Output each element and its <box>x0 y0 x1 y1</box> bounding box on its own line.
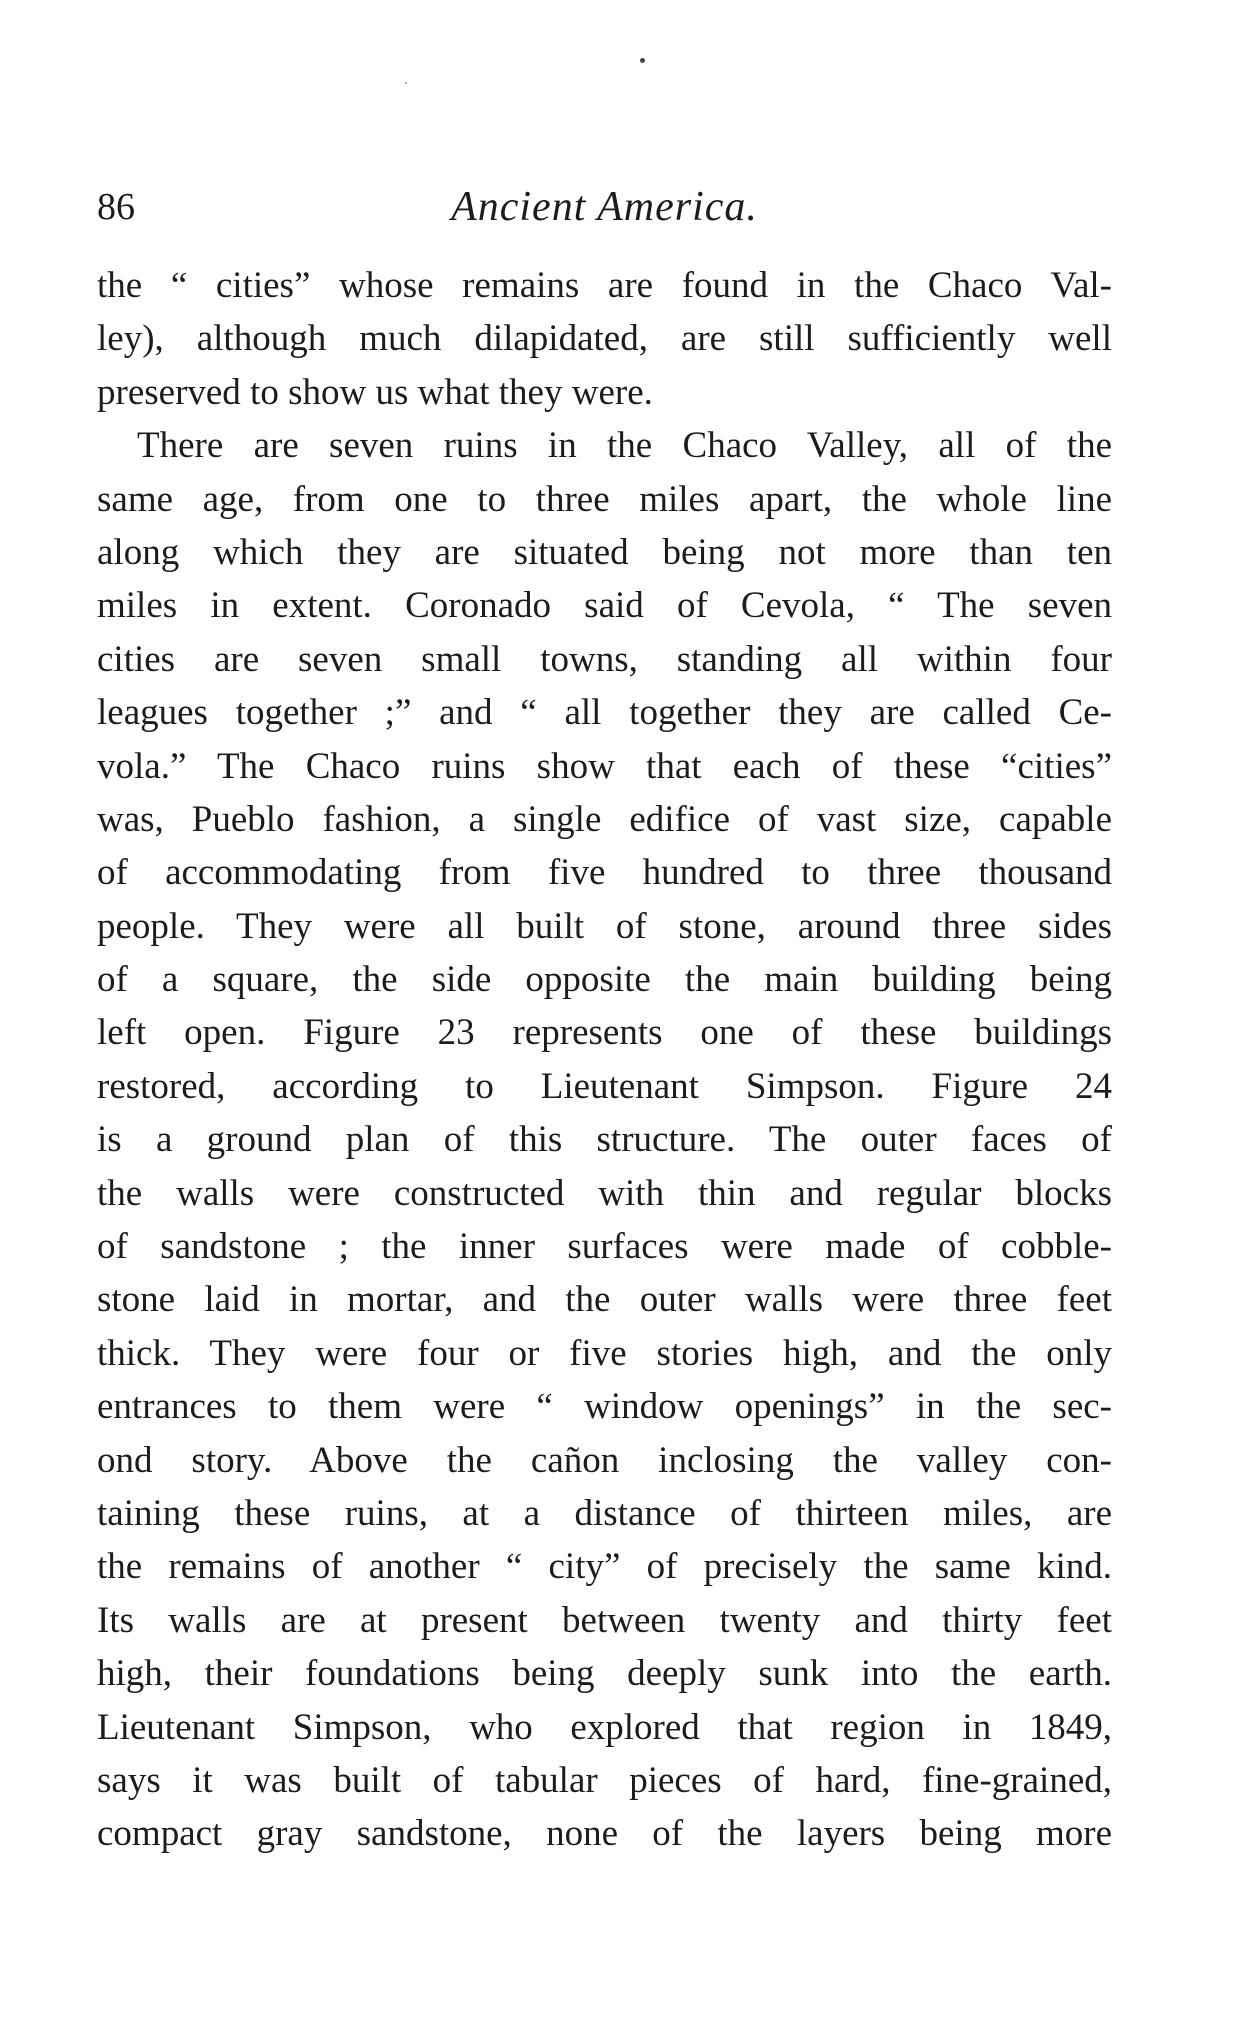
text-line: of accommodating from five hundred to three thousand <box>97 852 1112 894</box>
text-line: of sandstone ; the inner surfaces were made of cobble- <box>97 1226 1112 1268</box>
text-line: the remains of another “ city” of precisely the same kind. <box>97 1546 1112 1588</box>
text-line: Lieutenant Simpson, who explored that region in 1849, <box>97 1706 1112 1748</box>
text-line: restored, according to Lieutenant Simpson. Figure 24 <box>97 1065 1112 1107</box>
text-line: along which they are situated being not more than ten <box>97 531 1112 573</box>
text-line: the walls were constructed with thin and regular blocks <box>97 1172 1112 1214</box>
text-line: thick. They were four or five stories high, and the only <box>97 1332 1112 1374</box>
running-title: Ancient America. <box>451 184 758 230</box>
text-line: vola.” The Chaco ruins show that each of these “cities” <box>97 745 1112 787</box>
text-line: Its walls are at present between twenty and thirty feet <box>97 1599 1112 1641</box>
text-line: compact gray sandstone, none of the layers being more <box>97 1813 1112 1855</box>
text-line: high, their foundations being deeply sunk into the earth. <box>97 1653 1112 1695</box>
text-line: ond story. Above the cañon inclosing the valley con- <box>97 1439 1112 1481</box>
text-line: same age, from one to three miles apart, the whole line <box>97 478 1112 520</box>
paragraph-first-line: There are seven ruins in the Chaco Valley, all of the <box>137 425 1112 467</box>
body-text <box>97 259 1112 1861</box>
text-line: ley), although much dilapidated, are still sufficiently well <box>97 318 1112 360</box>
running-header <box>97 177 1112 237</box>
text-line: says it was built of tabular pieces of hard, fine-grained, <box>97 1759 1112 1801</box>
text-line: left open. Figure 23 represents one of these buildings <box>97 1012 1112 1054</box>
ink-speck <box>405 82 407 84</box>
page-number: 86 <box>97 186 135 228</box>
text-line: preserved to show us what they were. <box>97 371 653 413</box>
text-line: taining these ruins, at a distance of thirteen miles, are <box>97 1492 1112 1534</box>
text-line: leagues together ;” and “ all together they are called Ce- <box>97 692 1112 734</box>
text-line: entrances to them were “ window openings” in the sec- <box>97 1386 1112 1428</box>
text-line: people. They were all built of stone, around three sides <box>97 905 1112 947</box>
text-line: the “ cities” whose remains are found in the Chaco Val- <box>97 265 1112 306</box>
text-line: miles in extent. Coronado said of Cevola, “ The seven <box>97 585 1112 627</box>
text-line: cities are seven small towns, standing all within four <box>97 638 1112 680</box>
text-line: stone laid in mortar, and the outer walls were three feet <box>97 1279 1112 1321</box>
text-line: is a ground plan of this structure. The outer faces of <box>97 1119 1112 1161</box>
ink-speck <box>640 58 645 63</box>
text-line: of a square, the side opposite the main building being <box>97 959 1112 1001</box>
text-line: was, Pueblo fashion, a single edifice of vast size, capable <box>97 798 1112 840</box>
